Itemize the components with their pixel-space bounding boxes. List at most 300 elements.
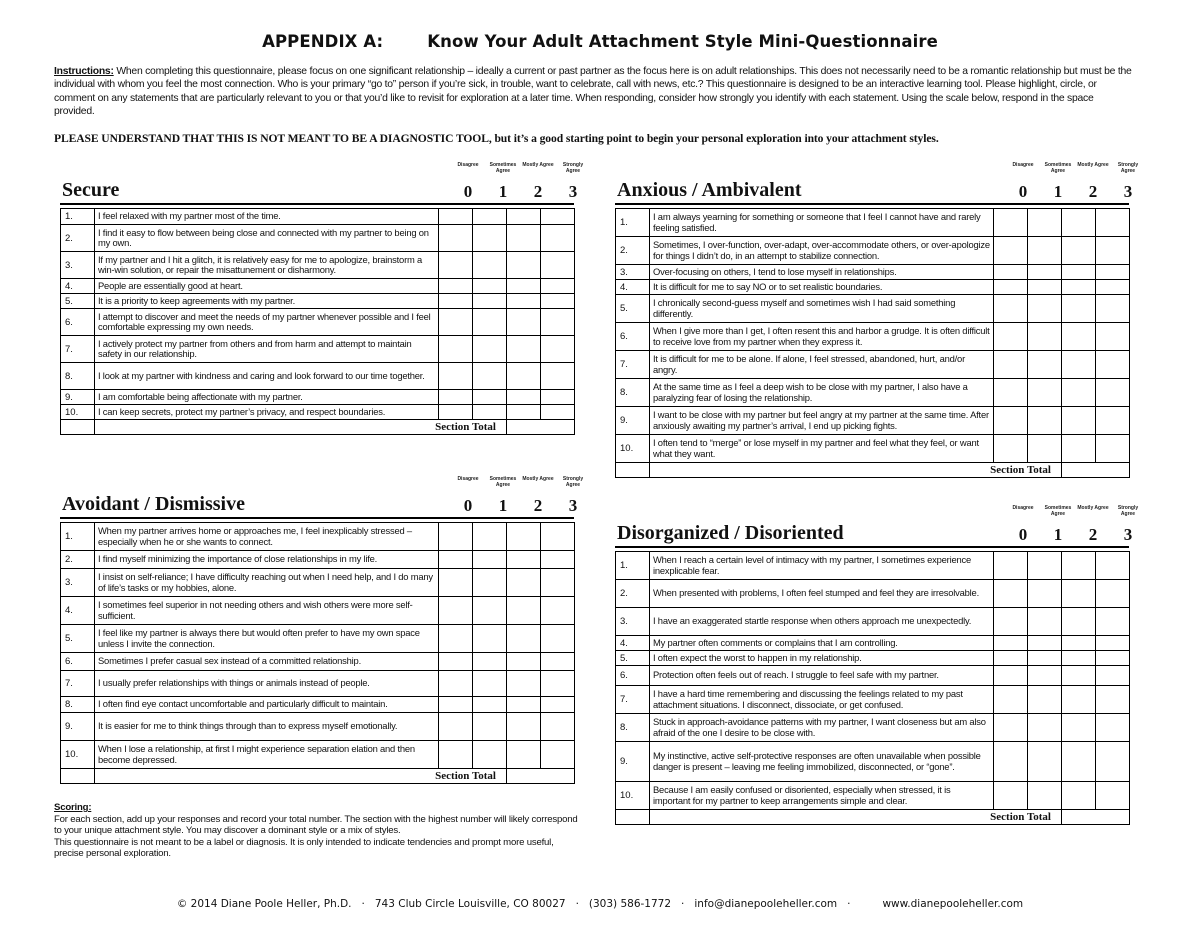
scale-label: Mostly Agree xyxy=(1077,162,1109,168)
response-cell-0[interactable] xyxy=(439,405,473,420)
item-number: 2. xyxy=(61,225,95,252)
table-row xyxy=(616,742,1130,782)
response-cell-3[interactable] xyxy=(1096,435,1130,463)
item-number: 10. xyxy=(616,435,650,463)
response-cell-2[interactable] xyxy=(507,363,541,390)
response-cell-2[interactable] xyxy=(1062,265,1096,280)
item-statement: I actively protect my partner from others and from harm and attempt to maintain safety in our relationship. xyxy=(95,336,439,363)
table-row xyxy=(616,280,1130,295)
response-cell-0[interactable] xyxy=(994,237,1028,265)
response-cell-2[interactable] xyxy=(507,225,541,252)
item-statement: Sometimes I prefer casual sex instead of a committed relationship. xyxy=(95,653,439,671)
response-cell-0[interactable] xyxy=(994,209,1028,237)
response-cell-0[interactable] xyxy=(994,323,1028,351)
scale-value: 3 xyxy=(1123,525,1133,544)
section-title: Avoidant / Dismissive xyxy=(62,493,245,515)
table-row xyxy=(61,363,575,390)
table-row xyxy=(61,252,575,279)
item-number: 4. xyxy=(616,280,650,295)
item-number: 1. xyxy=(61,209,95,225)
item-number: 2. xyxy=(61,551,95,569)
response-cell-0[interactable] xyxy=(994,742,1028,782)
item-number: 1. xyxy=(61,523,95,551)
table-row xyxy=(61,551,575,569)
response-cell-1[interactable] xyxy=(1028,323,1062,351)
table-row xyxy=(616,666,1130,686)
item-number: 7. xyxy=(61,336,95,363)
response-cell-2[interactable] xyxy=(1062,636,1096,651)
scale-value: 1 xyxy=(498,496,508,515)
item-statement: I want to be close with my partner but feel angry at my partner at the same time. After anxiously awaiting my partner’s arrival, I end up picking fights. xyxy=(650,407,994,435)
response-cell-1[interactable] xyxy=(473,713,507,741)
scale-label: Mostly Agree xyxy=(522,162,554,168)
footer-website: www.dianepooleheller.com xyxy=(882,898,1024,910)
response-cell-3[interactable] xyxy=(541,336,575,363)
scale-label: Disagree xyxy=(457,476,479,482)
response-cell-1[interactable] xyxy=(1028,608,1062,636)
response-cell-1[interactable] xyxy=(473,252,507,279)
response-cell-3[interactable] xyxy=(541,625,575,653)
item-number: 4. xyxy=(616,636,650,651)
response-cell-3[interactable] xyxy=(1096,580,1130,608)
response-cell-1[interactable] xyxy=(1028,782,1062,810)
table-row xyxy=(616,379,1130,407)
item-statement: I feel relaxed with my partner most of the time. xyxy=(95,209,439,225)
response-cell-1[interactable] xyxy=(473,294,507,309)
scale-value: 1 xyxy=(1053,525,1063,544)
item-statement: I often tend to “merge” or lose myself in my partner and feel what they feel, or want what they want. xyxy=(650,435,994,463)
response-cell-2[interactable] xyxy=(1062,580,1096,608)
section-total-input[interactable] xyxy=(1062,463,1130,478)
scale-value: 0 xyxy=(1018,525,1028,544)
section-total-row xyxy=(616,463,1130,478)
item-statement: I am always yearning for something or someone that I feel I cannot have and rarely feeling satisfied. xyxy=(650,209,994,237)
response-cell-2[interactable] xyxy=(1062,651,1096,666)
response-cell-3[interactable] xyxy=(1096,237,1130,265)
item-number: 6. xyxy=(61,653,95,671)
response-cell-1[interactable] xyxy=(473,390,507,405)
response-cell-3[interactable] xyxy=(541,653,575,671)
item-statement: I have a hard time remembering and discussing the feelings related to my past attachment situations. I disconnect, dissociate, or get confused. xyxy=(650,686,994,714)
scale-label: Disagree xyxy=(1012,505,1034,511)
response-cell-0[interactable] xyxy=(439,569,473,597)
item-statement: At the same time as I feel a deep wish to be close with my partner, I also have a paralyzing fear of losing the relationship. xyxy=(650,379,994,407)
disclaimer-warning: PLEASE UNDERSTAND THAT THIS IS NOT MEANT TO BE A DIAGNOSTIC TOOL, but it’s a good starting point to begin your personal exploration into your attachment styles. xyxy=(54,132,939,145)
title-rule xyxy=(615,546,1129,548)
item-number: 4. xyxy=(61,597,95,625)
item-number: 8. xyxy=(616,714,650,742)
item-statement: I attempt to discover and meet the needs of my partner whenever possible and I feel comfortable expressing my own needs. xyxy=(95,309,439,336)
response-cell-3[interactable] xyxy=(1096,651,1130,666)
response-cell-3[interactable] xyxy=(541,405,575,420)
section-total-label: Section Total xyxy=(95,420,507,435)
item-statement: When I lose a relationship, at first I might experience separation elation and then become depressed. xyxy=(95,741,439,769)
table-row xyxy=(61,390,575,405)
item-number: 4. xyxy=(61,279,95,294)
item-number: 8. xyxy=(616,379,650,407)
item-statement: I can keep secrets, protect my partner’s privacy, and respect boundaries. xyxy=(95,405,439,420)
table-row xyxy=(616,407,1130,435)
item-number: 6. xyxy=(616,666,650,686)
response-cell-0[interactable] xyxy=(439,390,473,405)
response-cell-3[interactable] xyxy=(1096,742,1130,782)
response-cell-3[interactable] xyxy=(1096,686,1130,714)
response-cell-3[interactable] xyxy=(1096,351,1130,379)
response-cell-3[interactable] xyxy=(1096,666,1130,686)
response-cell-3[interactable] xyxy=(1096,280,1130,295)
response-cell-0[interactable] xyxy=(994,666,1028,686)
table-row xyxy=(616,686,1130,714)
table-row xyxy=(61,569,575,597)
title-rule xyxy=(60,203,574,205)
response-cell-3[interactable] xyxy=(1096,265,1130,280)
response-cell-0[interactable] xyxy=(439,209,473,225)
table-row xyxy=(616,435,1130,463)
response-cell-1[interactable] xyxy=(1028,209,1062,237)
response-cell-0[interactable] xyxy=(994,552,1028,580)
response-cell-1[interactable] xyxy=(473,671,507,697)
item-number: 8. xyxy=(61,697,95,713)
scoring-text-1: For each section, add up your responses and record your total number. The section with the highest number will likely correspond to your unique attachment style. You may discover a dominant style or a mix of styles. xyxy=(54,813,578,837)
title-rule xyxy=(60,517,574,519)
scale-value: 2 xyxy=(1088,182,1098,201)
response-cell-2[interactable] xyxy=(507,390,541,405)
empty-cell xyxy=(61,420,95,435)
item-number: 10. xyxy=(616,782,650,810)
response-cell-2[interactable] xyxy=(1062,237,1096,265)
item-statement: When presented with problems, I often feel stumped and feel they are irresolvable. xyxy=(650,580,994,608)
scale-label: Mostly Agree xyxy=(1077,505,1109,511)
response-cell-2[interactable] xyxy=(507,309,541,336)
response-cell-1[interactable] xyxy=(1028,280,1062,295)
footer-email: info@dianepooleheller.com xyxy=(694,898,838,910)
response-cell-2[interactable] xyxy=(507,741,541,769)
scale-value: 2 xyxy=(1088,525,1098,544)
scale-value: 3 xyxy=(1123,182,1133,201)
response-cell-0[interactable] xyxy=(439,697,473,713)
response-cell-2[interactable] xyxy=(1062,714,1096,742)
response-cell-1[interactable] xyxy=(1028,435,1062,463)
response-cell-2[interactable] xyxy=(507,523,541,551)
response-cell-1[interactable] xyxy=(1028,379,1062,407)
scale-label: Sometimes Agree xyxy=(489,162,517,174)
response-cell-1[interactable] xyxy=(473,225,507,252)
response-cell-2[interactable] xyxy=(1062,280,1096,295)
scale-label: Disagree xyxy=(1012,162,1034,168)
response-cell-3[interactable] xyxy=(541,279,575,294)
response-cell-2[interactable] xyxy=(507,551,541,569)
response-cell-1[interactable] xyxy=(1028,351,1062,379)
footer-phone: (303) 586-1772 xyxy=(588,898,672,910)
section-title: Anxious / Ambivalent xyxy=(617,179,802,201)
response-cell-2[interactable] xyxy=(1062,435,1096,463)
response-cell-2[interactable] xyxy=(1062,323,1096,351)
response-cell-1[interactable] xyxy=(473,625,507,653)
table-row xyxy=(616,714,1130,742)
response-cell-0[interactable] xyxy=(439,336,473,363)
scale-header xyxy=(62,162,584,184)
response-cell-3[interactable] xyxy=(541,569,575,597)
scale-label: Strongly Agree xyxy=(562,162,584,174)
response-cell-3[interactable] xyxy=(1096,782,1130,810)
response-cell-2[interactable] xyxy=(507,405,541,420)
response-cell-1[interactable] xyxy=(473,405,507,420)
table-row xyxy=(61,294,575,309)
response-cell-2[interactable] xyxy=(1062,295,1096,323)
response-cell-0[interactable] xyxy=(439,294,473,309)
response-cell-1[interactable] xyxy=(1028,295,1062,323)
item-number: 9. xyxy=(616,742,650,782)
response-cell-0[interactable] xyxy=(439,363,473,390)
response-cell-1[interactable] xyxy=(473,597,507,625)
item-statement: Protection often feels out of reach. I struggle to feel safe with my partner. xyxy=(650,666,994,686)
response-cell-1[interactable] xyxy=(1028,651,1062,666)
item-number: 5. xyxy=(61,625,95,653)
response-cell-2[interactable] xyxy=(1062,379,1096,407)
table-row xyxy=(616,323,1130,351)
response-cell-1[interactable] xyxy=(473,653,507,671)
section-title: Disorganized / Disoriented xyxy=(617,522,844,544)
scale-label: Sometimes Agree xyxy=(489,476,517,488)
item-statement: People are essentially good at heart. xyxy=(95,279,439,294)
response-cell-1[interactable] xyxy=(473,569,507,597)
response-cell-1[interactable] xyxy=(1028,636,1062,651)
response-cell-1[interactable] xyxy=(473,697,507,713)
scale-label: Strongly Agree xyxy=(1117,162,1139,174)
response-cell-2[interactable] xyxy=(1062,686,1096,714)
response-cell-1[interactable] xyxy=(473,336,507,363)
response-cell-1[interactable] xyxy=(473,309,507,336)
response-cell-1[interactable] xyxy=(473,741,507,769)
response-cell-2[interactable] xyxy=(1062,351,1096,379)
table-row xyxy=(61,523,575,551)
response-cell-0[interactable] xyxy=(439,597,473,625)
response-cell-3[interactable] xyxy=(541,225,575,252)
questionnaire-table xyxy=(615,208,1130,478)
response-cell-2[interactable] xyxy=(507,209,541,225)
response-cell-2[interactable] xyxy=(507,279,541,294)
item-number: 9. xyxy=(616,407,650,435)
scale-value: 0 xyxy=(463,496,473,515)
instructions-text: When completing this questionnaire, please focus on one significant relationship – ideally a current or past partner as the focus here is on adult relationships. This does not necessarily need to be a romantic relationship but must be the individual with whom you feel the most connection. Who is your primary “go to” person if you’re sick, in trouble, want to celebrate, call with news, etc.? This questionnaire is designed to be an interactive learning tool. Please highlight, circle, or comment on any statements that are particularly relevant to you or that you’d like to revisit for exploration at a later time. When responding, consider how strongly you identify with each statement. Using the scale below, respond in the space provided. xyxy=(54,66,1132,117)
section-total-row xyxy=(61,420,575,435)
item-number: 5. xyxy=(61,294,95,309)
response-cell-0[interactable] xyxy=(994,686,1028,714)
response-cell-2[interactable] xyxy=(1062,552,1096,580)
item-number: 9. xyxy=(61,713,95,741)
table-row xyxy=(61,209,575,225)
response-cell-3[interactable] xyxy=(1096,295,1130,323)
response-cell-3[interactable] xyxy=(541,390,575,405)
title-questionnaire: Know Your Adult Attachment Style Mini-Questionnaire xyxy=(427,32,938,51)
item-number: 3. xyxy=(61,569,95,597)
response-cell-1[interactable] xyxy=(473,523,507,551)
response-cell-2[interactable] xyxy=(1062,407,1096,435)
response-cell-3[interactable] xyxy=(1096,552,1130,580)
response-cell-3[interactable] xyxy=(1096,407,1130,435)
response-cell-0[interactable] xyxy=(439,279,473,294)
response-cell-1[interactable] xyxy=(1028,714,1062,742)
response-cell-0[interactable] xyxy=(439,523,473,551)
response-cell-2[interactable] xyxy=(507,697,541,713)
table-row xyxy=(616,636,1130,651)
response-cell-2[interactable] xyxy=(507,625,541,653)
response-cell-0[interactable] xyxy=(994,580,1028,608)
scale-value: 2 xyxy=(533,182,543,201)
section-total-label: Section Total xyxy=(650,810,1062,825)
response-cell-0[interactable] xyxy=(439,625,473,653)
response-cell-2[interactable] xyxy=(507,671,541,697)
response-cell-1[interactable] xyxy=(473,551,507,569)
item-number: 2. xyxy=(616,580,650,608)
response-cell-3[interactable] xyxy=(541,741,575,769)
response-cell-0[interactable] xyxy=(994,714,1028,742)
response-cell-2[interactable] xyxy=(1062,209,1096,237)
scale-value: 2 xyxy=(533,496,543,515)
response-cell-0[interactable] xyxy=(994,636,1028,651)
scoring-notes xyxy=(54,802,584,860)
item-number: 7. xyxy=(616,686,650,714)
section-total-row xyxy=(61,769,575,784)
response-cell-0[interactable] xyxy=(994,608,1028,636)
response-cell-0[interactable] xyxy=(439,653,473,671)
item-statement: I insist on self-reliance; I have difficulty reaching out when I need help, and I do many of life’s tasks or my hobbies, alone. xyxy=(95,569,439,597)
response-cell-2[interactable] xyxy=(1062,782,1096,810)
item-statement: My instinctive, active self-protective responses are often unavailable when possible danger is present – leaving me feeling immobilized, disconnected, or “gone”. xyxy=(650,742,994,782)
response-cell-0[interactable] xyxy=(994,407,1028,435)
response-cell-3[interactable] xyxy=(541,252,575,279)
response-cell-1[interactable] xyxy=(473,363,507,390)
response-cell-1[interactable] xyxy=(1028,265,1062,280)
item-statement: When I give more than I get, I often resent this and harbor a grudge. It is often difficult to receive love from my partner when they express it. xyxy=(650,323,994,351)
response-cell-2[interactable] xyxy=(1062,666,1096,686)
response-cell-0[interactable] xyxy=(439,713,473,741)
response-cell-1[interactable] xyxy=(473,209,507,225)
item-number: 1. xyxy=(616,209,650,237)
item-number: 10. xyxy=(61,405,95,420)
response-cell-1[interactable] xyxy=(473,279,507,294)
response-cell-0[interactable] xyxy=(439,551,473,569)
response-cell-3[interactable] xyxy=(541,209,575,225)
empty-cell xyxy=(616,463,650,478)
response-cell-1[interactable] xyxy=(1028,742,1062,782)
response-cell-1[interactable] xyxy=(1028,666,1062,686)
response-cell-0[interactable] xyxy=(994,651,1028,666)
response-cell-1[interactable] xyxy=(1028,407,1062,435)
table-row xyxy=(61,713,575,741)
response-cell-2[interactable] xyxy=(507,336,541,363)
response-cell-0[interactable] xyxy=(994,351,1028,379)
response-cell-0[interactable] xyxy=(439,252,473,279)
table-row xyxy=(61,625,575,653)
table-row xyxy=(61,225,575,252)
response-cell-2[interactable] xyxy=(507,597,541,625)
response-cell-0[interactable] xyxy=(994,435,1028,463)
item-number: 5. xyxy=(616,295,650,323)
response-cell-2[interactable] xyxy=(507,713,541,741)
response-cell-3[interactable] xyxy=(541,309,575,336)
scale-label: Disagree xyxy=(457,162,479,168)
response-cell-3[interactable] xyxy=(1096,608,1130,636)
instructions xyxy=(54,65,1134,118)
response-cell-2[interactable] xyxy=(507,569,541,597)
response-cell-0[interactable] xyxy=(439,309,473,336)
item-statement: Because I am easily confused or disoriented, especially when stressed, it is important for my partner to keep arrangements simple and clear. xyxy=(650,782,994,810)
response-cell-0[interactable] xyxy=(994,265,1028,280)
response-cell-0[interactable] xyxy=(439,225,473,252)
response-cell-3[interactable] xyxy=(1096,379,1130,407)
response-cell-2[interactable] xyxy=(1062,608,1096,636)
response-cell-3[interactable] xyxy=(541,363,575,390)
item-number: 9. xyxy=(61,390,95,405)
response-cell-3[interactable] xyxy=(541,597,575,625)
response-cell-3[interactable] xyxy=(541,713,575,741)
item-statement: It is difficult for me to say NO or to set realistic boundaries. xyxy=(650,280,994,295)
scale-label: Sometimes Agree xyxy=(1044,162,1072,174)
response-cell-0[interactable] xyxy=(439,671,473,697)
response-cell-0[interactable] xyxy=(994,379,1028,407)
response-cell-1[interactable] xyxy=(1028,237,1062,265)
response-cell-3[interactable] xyxy=(541,551,575,569)
response-cell-0[interactable] xyxy=(439,741,473,769)
response-cell-3[interactable] xyxy=(541,294,575,309)
response-cell-3[interactable] xyxy=(1096,636,1130,651)
scale-value: 3 xyxy=(568,182,578,201)
item-statement: I look at my partner with kindness and caring and look forward to our time together. xyxy=(95,363,439,390)
scoring-label: Scoring: xyxy=(54,802,92,813)
response-cell-2[interactable] xyxy=(507,294,541,309)
item-statement: I often find eye contact uncomfortable and particularly difficult to maintain. xyxy=(95,697,439,713)
response-cell-3[interactable] xyxy=(1096,209,1130,237)
table-row xyxy=(616,580,1130,608)
response-cell-2[interactable] xyxy=(507,653,541,671)
response-cell-3[interactable] xyxy=(1096,714,1130,742)
item-statement: I feel like my partner is always there but would often prefer to have my own space unless I invite the connection. xyxy=(95,625,439,653)
instructions-label: Instructions: xyxy=(54,66,114,77)
item-statement: I find myself minimizing the importance of close relationships in my life. xyxy=(95,551,439,569)
response-cell-1[interactable] xyxy=(1028,552,1062,580)
response-cell-0[interactable] xyxy=(994,782,1028,810)
response-cell-1[interactable] xyxy=(1028,686,1062,714)
section-total-input[interactable] xyxy=(507,420,575,435)
response-cell-2[interactable] xyxy=(507,252,541,279)
footer-copyright: © 2014 Diane Poole Heller, Ph.D. xyxy=(176,898,352,910)
table-row xyxy=(616,608,1130,636)
response-cell-0[interactable] xyxy=(994,280,1028,295)
table-row xyxy=(61,405,575,420)
table-row xyxy=(61,697,575,713)
scale-value: 0 xyxy=(463,182,473,201)
item-number: 3. xyxy=(61,252,95,279)
response-cell-1[interactable] xyxy=(1028,580,1062,608)
section-total-input[interactable] xyxy=(507,769,575,784)
table-row xyxy=(61,741,575,769)
response-cell-3[interactable] xyxy=(541,671,575,697)
response-cell-3[interactable] xyxy=(541,523,575,551)
response-cell-0[interactable] xyxy=(994,295,1028,323)
response-cell-3[interactable] xyxy=(1096,323,1130,351)
scale-value: 3 xyxy=(568,496,578,515)
response-cell-3[interactable] xyxy=(541,697,575,713)
scale-value: 1 xyxy=(498,182,508,201)
section-total-input[interactable] xyxy=(1062,810,1130,825)
table-row xyxy=(616,651,1130,666)
item-statement: It is easier for me to think things through than to express myself emotionally. xyxy=(95,713,439,741)
table-row xyxy=(616,782,1130,810)
response-cell-2[interactable] xyxy=(1062,742,1096,782)
table-row xyxy=(61,653,575,671)
item-number: 5. xyxy=(616,651,650,666)
